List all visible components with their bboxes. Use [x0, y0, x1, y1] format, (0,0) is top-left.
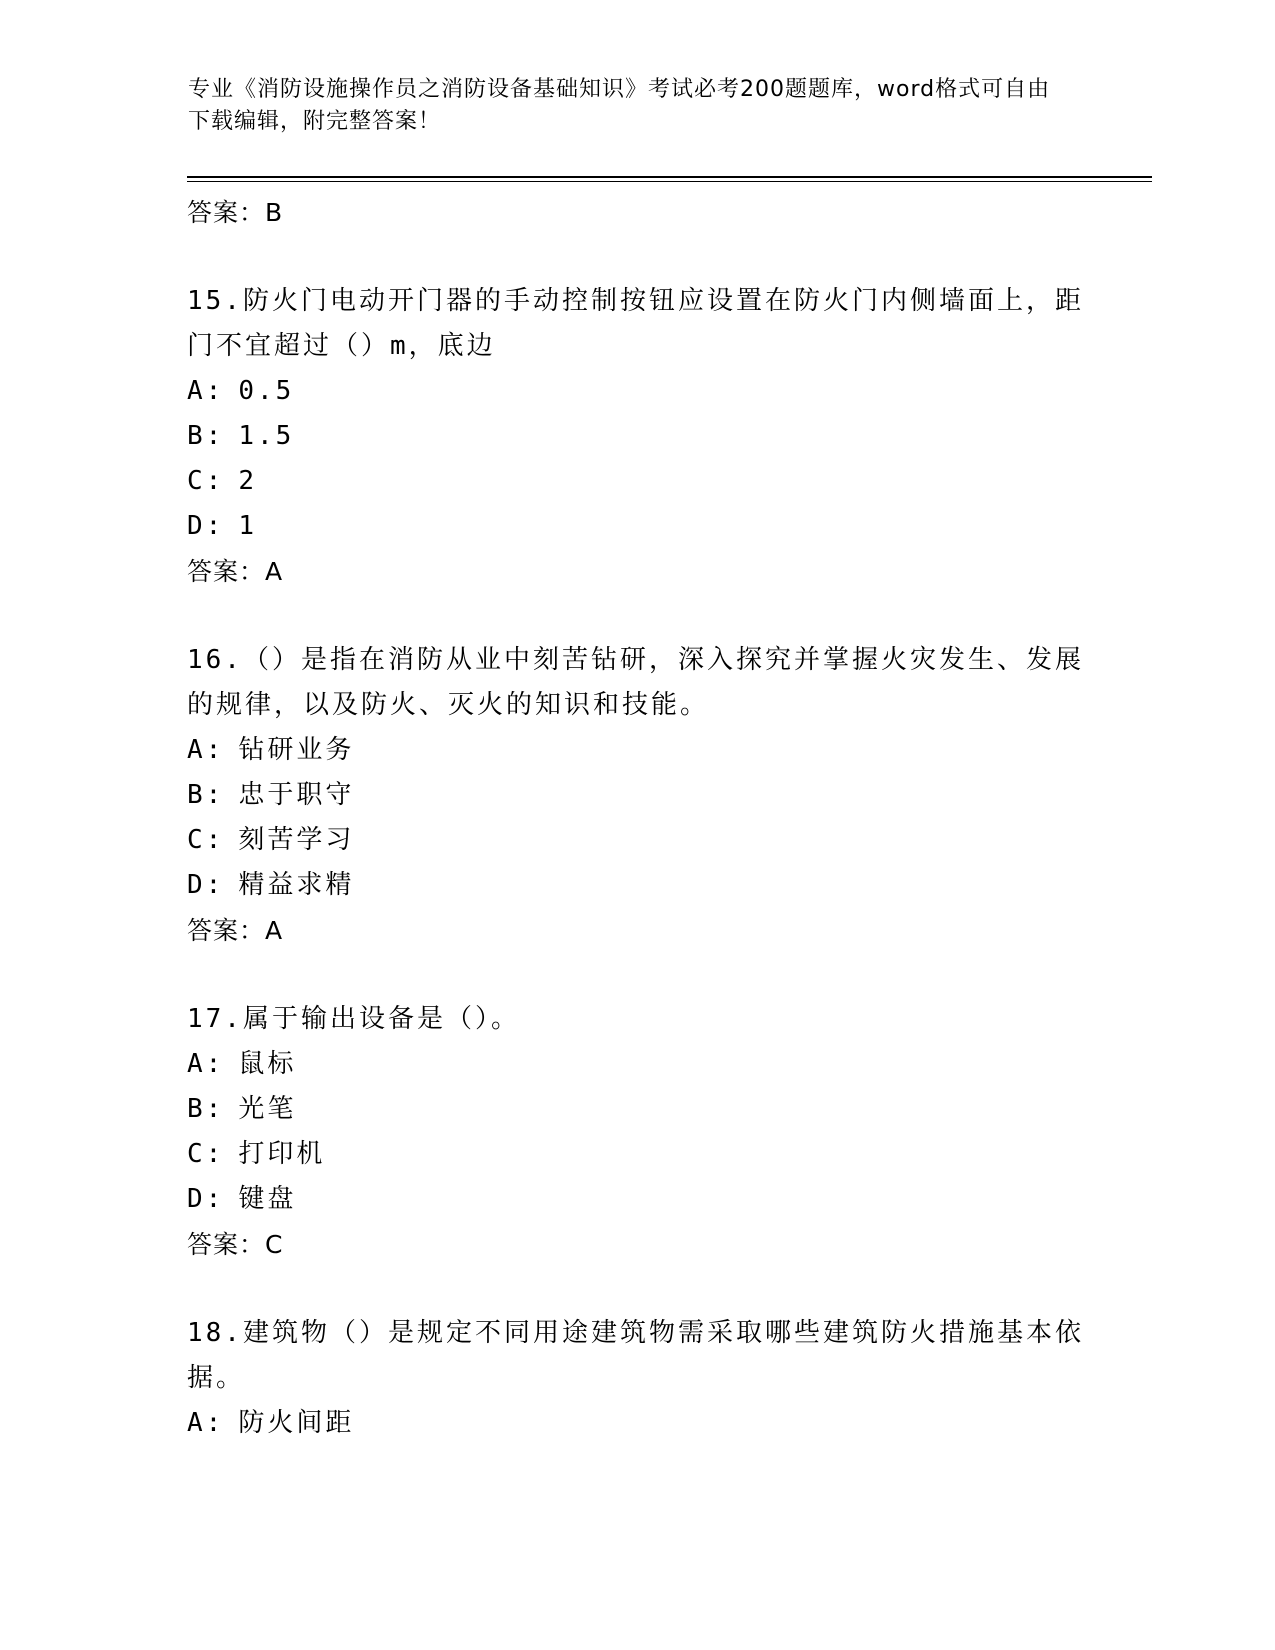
option-text: 2: [238, 466, 257, 496]
question-item: [187, 1311, 1087, 1446]
answer-line: 答案：A: [187, 916, 284, 945]
question-item: [187, 279, 1087, 594]
option-d: [187, 863, 1087, 908]
question-stem: 17.属于输出设备是（）。: [187, 1004, 520, 1034]
question-stem: 18.建筑物（）是规定不同用途建筑物需采取哪些建筑防火措施基本依据。: [187, 1318, 1084, 1393]
option-d: [187, 1177, 1087, 1222]
option-text: 防火间距: [238, 1408, 355, 1438]
option-key: B:: [187, 780, 225, 810]
option-a: [187, 728, 1087, 773]
option-key: A:: [187, 376, 225, 406]
answer-line: 答案：A: [187, 557, 284, 586]
option-key: D:: [187, 511, 225, 541]
option-key: C:: [187, 825, 225, 855]
option-a: [187, 1401, 1087, 1446]
option-a: [187, 369, 1087, 414]
answer-line: 答案：C: [187, 1230, 284, 1259]
option-key: A:: [187, 735, 225, 765]
option-b: [187, 414, 1087, 459]
option-b: [187, 1087, 1087, 1132]
question-stem: 15.防火门电动开门器的手动控制按钮应设置在防火门内侧墙面上，距门不宜超过（）m，底边: [187, 286, 1084, 361]
option-text: 键盘: [238, 1184, 297, 1214]
option-a: [187, 1042, 1087, 1087]
question-item: [187, 638, 1087, 953]
header-divider-thin: [187, 181, 1152, 182]
option-key: A:: [187, 1408, 225, 1438]
option-key: B:: [187, 421, 225, 451]
option-key: D:: [187, 870, 225, 900]
header-divider: [187, 176, 1152, 178]
option-c: [187, 459, 1087, 504]
option-key: C:: [187, 1139, 225, 1169]
option-text: 鼠标: [238, 1049, 297, 1079]
option-key: C:: [187, 466, 225, 496]
option-d: [187, 504, 1087, 549]
option-c: [187, 1132, 1087, 1177]
option-text: 0.5: [238, 376, 295, 406]
option-key: D:: [187, 1184, 225, 1214]
option-b: [187, 773, 1087, 818]
question-item: [187, 997, 1087, 1267]
option-text: 钻研业务: [238, 735, 355, 765]
option-key: B:: [187, 1094, 225, 1124]
option-text: 忠于职守: [238, 780, 355, 810]
answer-line: 答案：B: [187, 198, 284, 227]
option-text: 1.5: [238, 421, 295, 451]
option-text: 精益求精: [238, 870, 355, 900]
option-text: 1: [238, 511, 257, 541]
question-stem: 16.（）是指在消防从业中刻苦钻研，深入探究并掌握火灾发生、发展的规律，以及防火、灭火的知识和技能。: [187, 645, 1084, 720]
option-text: 刻苦学习: [238, 825, 355, 855]
document-header: 专业《消防设施操作员之消防设备基础知识》考试必考200题题库，word格式可自由下载编辑，附完整答案！: [188, 77, 1051, 134]
question-list: [187, 190, 1087, 1446]
option-text: 打印机: [238, 1139, 326, 1169]
option-key: A:: [187, 1049, 225, 1079]
option-text: 光笔: [238, 1094, 297, 1124]
option-c: [187, 818, 1087, 863]
